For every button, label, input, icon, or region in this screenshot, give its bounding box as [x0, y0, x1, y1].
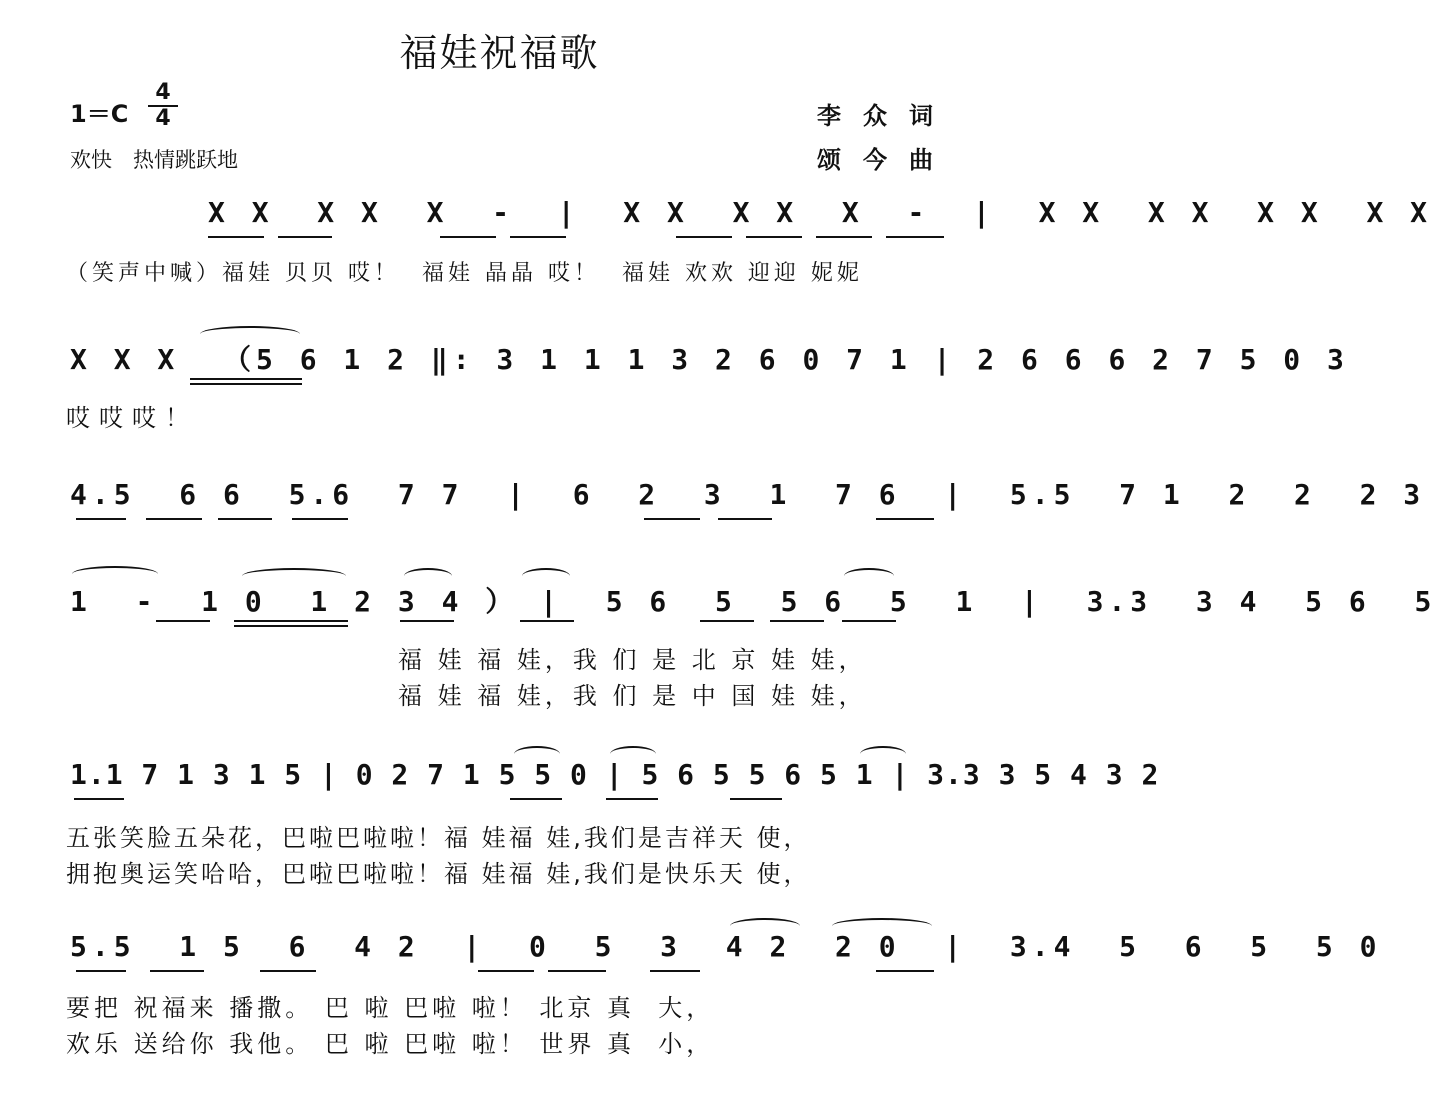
- lyric-line: 哎哎哎！: [66, 404, 198, 432]
- key-signature: 1＝C: [70, 100, 129, 128]
- time-signature-top: 4: [155, 80, 171, 105]
- lyric-line-verse-1: 福 娃 福 娃，我 们 是 北 京 娃 娃，: [398, 646, 867, 674]
- notation-line: 1 - 1 0 1 2 3 4 ） | 5 6 5 5 6 5 1 | 3.3 3 4 5 6 5: [70, 585, 1436, 618]
- score-row-1: [70, 196, 1433, 244]
- time-signature: [148, 82, 178, 130]
- score-row-4: [70, 580, 1436, 628]
- song-title: 福娃祝福歌: [399, 31, 600, 75]
- score-row-5: [70, 758, 1160, 806]
- lyric-line-verse-1: 五张笑脸五朵花，巴啦巴啦啦！福 娃福 娃,我们是吉祥天 使，: [66, 824, 811, 852]
- lyric-line-verse-2: 福 娃 福 娃，我 们 是 中 国 娃 娃，: [398, 682, 867, 710]
- time-signature-bottom: 4: [155, 106, 171, 131]
- lyricist-credit: 李众词: [817, 102, 955, 130]
- lyric-line-verse-2: 拥抱奥运笑哈哈，巴啦巴啦啦！福 娃福 娃,我们是快乐天 使，: [66, 860, 811, 888]
- notation-line: 1.1 7 1 3 1 5 | 0 2 7 1 5 5 0 | 5 6 5 5 6 5 1 | 3.3 3 5 4 3 2: [70, 758, 1160, 791]
- score-row-2: [70, 338, 1349, 386]
- lyric-line-verse-2: 欢乐 送给你 我他。 巴 啦 巴啦 啦！ 世界 真 小，: [66, 1030, 715, 1058]
- notation-line: 5.5 1 5 6 4 2 | 0 5 3 4 2 2 0 | 3.4 5 6 5 5 0: [70, 930, 1382, 963]
- lyric-line-verse-1: 要把 祝福来 播撒。 巴 啦 巴啦 啦！ 北京 真 大，: [66, 994, 715, 1022]
- notation-line: X X X X X - | X X X X X - | X X X X X X X X: [208, 196, 1433, 229]
- lyric-line: （笑声中喊）福娃 贝贝 哎！ 福娃 晶晶 哎！ 福娃 欢欢 迎迎 妮妮: [66, 261, 863, 286]
- notation-line: 4.5 6 6 5.6 7 7 | 6 2 3 1 7 6 | 5.5 7 1 2 2 2 3: [70, 478, 1426, 511]
- composer-credit: 颂今曲: [817, 146, 955, 174]
- notation-line: X X X （5 6 1 2 ‖: 3 1 1 1 3 2 6 0 7 1 | 2 6 6 6 2 7 5 0 3: [70, 343, 1349, 376]
- tempo-marking: 欢快 热情跳跃地: [70, 148, 238, 172]
- score-row-6: [70, 930, 1382, 978]
- score-row-3: [70, 478, 1426, 526]
